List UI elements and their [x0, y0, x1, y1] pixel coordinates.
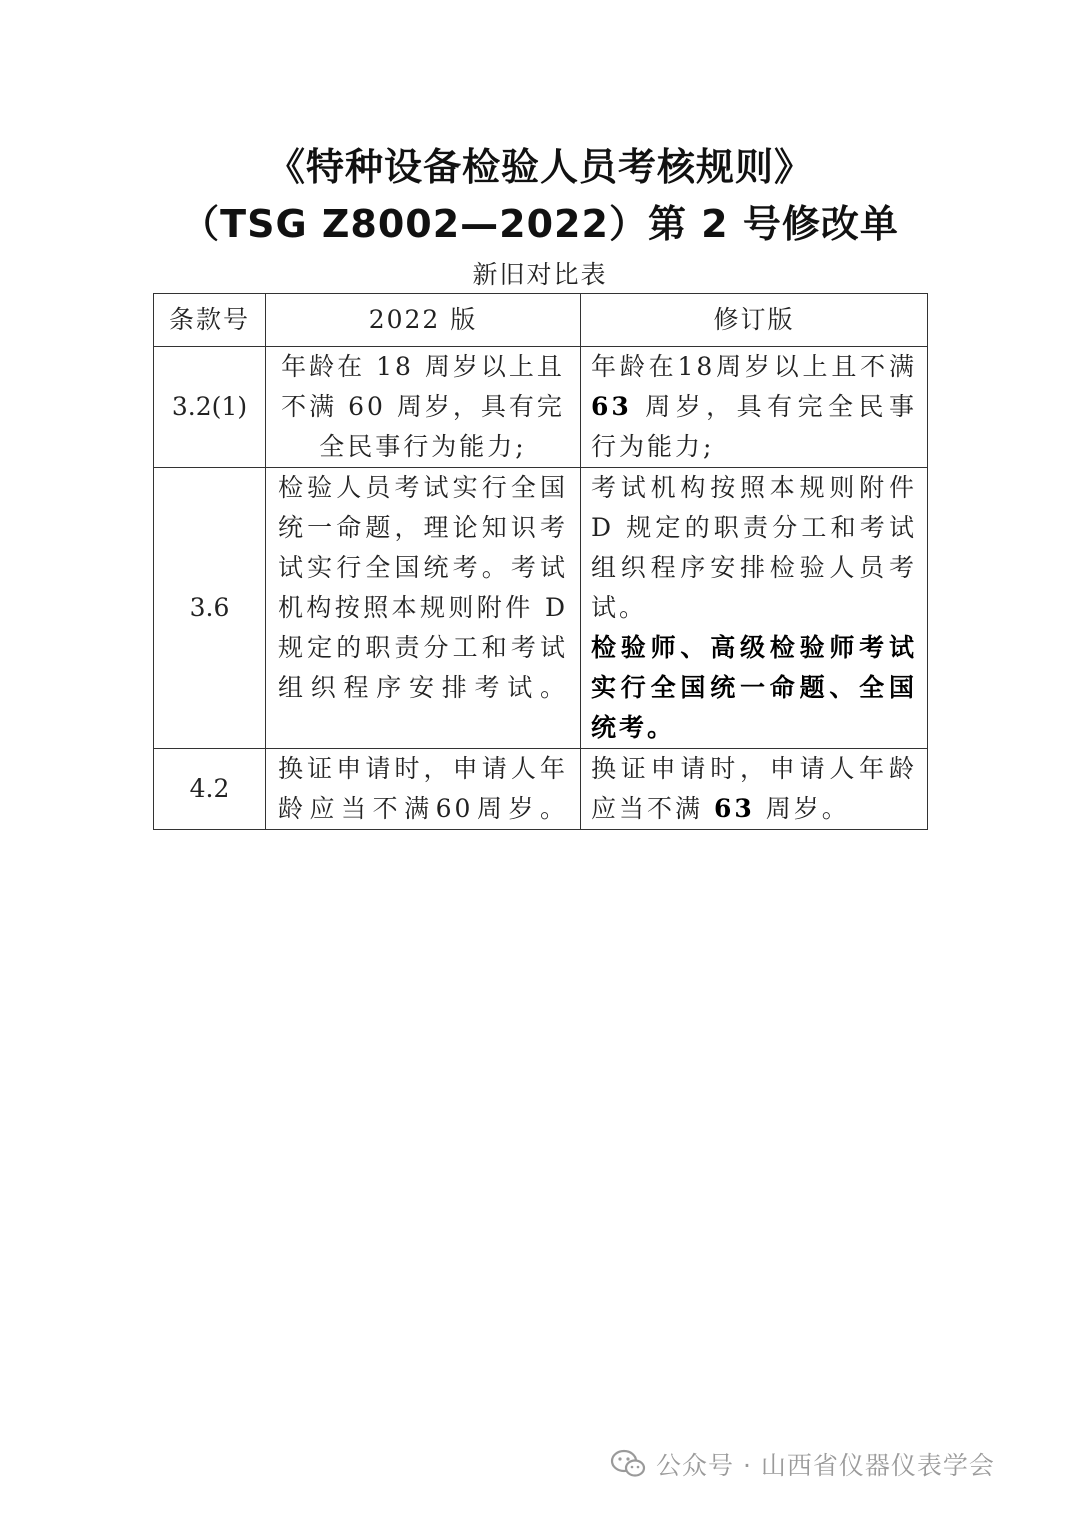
- new-text-post: 周岁，具有完全民事行为能力;: [591, 392, 917, 461]
- header-clause: 条款号: [154, 294, 266, 347]
- wechat-icon: [610, 1449, 646, 1479]
- new-text-highlight: 63: [591, 392, 632, 421]
- clause-number: 3.6: [154, 468, 266, 749]
- new-text-highlight: 63: [713, 794, 755, 823]
- comparison-table: [153, 293, 928, 830]
- new-text: [581, 347, 928, 468]
- new-text-post: 周岁。: [754, 794, 850, 823]
- new-text: [581, 749, 928, 830]
- header-revised-version: 修订版: [581, 294, 928, 347]
- old-text: 年龄在 18 周岁以上且不满 60 周岁，具有完全民事行为能力;: [266, 347, 581, 468]
- header-2022-version: 2022 版: [266, 294, 581, 347]
- new-text-paragraph: 考试机构按照本规则附件 D 规定的职责分工和考试组织程序安排检验人员考试。: [591, 473, 917, 622]
- new-text-pre: 年龄在18周岁以上且不满: [591, 352, 917, 381]
- new-text-highlight-paragraph: [591, 628, 917, 748]
- table-row: [154, 468, 928, 749]
- table-header-row: [154, 294, 928, 347]
- table-row: [154, 347, 928, 468]
- wechat-watermark: [610, 1442, 1050, 1486]
- document-title-line2: （TSG Z8002—2022）第 2 号修改单: [181, 202, 899, 246]
- clause-number: 4.2: [154, 749, 266, 830]
- old-text: 检验人员考试实行全国统一命题，理论知识考试实行全国统考。考试机构按照本规则附件 D 规定的职责分工和考试组织程序安排考试。: [266, 468, 581, 749]
- new-text-pre: 换证申请时，申请人年龄应当不满: [591, 754, 917, 823]
- new-text-highlight: 检验师、高级检验师考试实行全国统一命题、全国统考。: [591, 633, 917, 742]
- clause-number: 3.2(1): [154, 347, 266, 468]
- table-caption: 新旧对比表: [472, 260, 608, 289]
- table-row: [154, 749, 928, 830]
- old-text: 换证申请时，申请人年龄应当不满60周岁。: [266, 749, 581, 830]
- watermark-text: 公众号 · 山西省仪器仪表学会: [656, 1451, 995, 1480]
- new-text: [581, 468, 928, 749]
- document-title-line1: 《特种设备检验人员考核规则》: [266, 145, 813, 189]
